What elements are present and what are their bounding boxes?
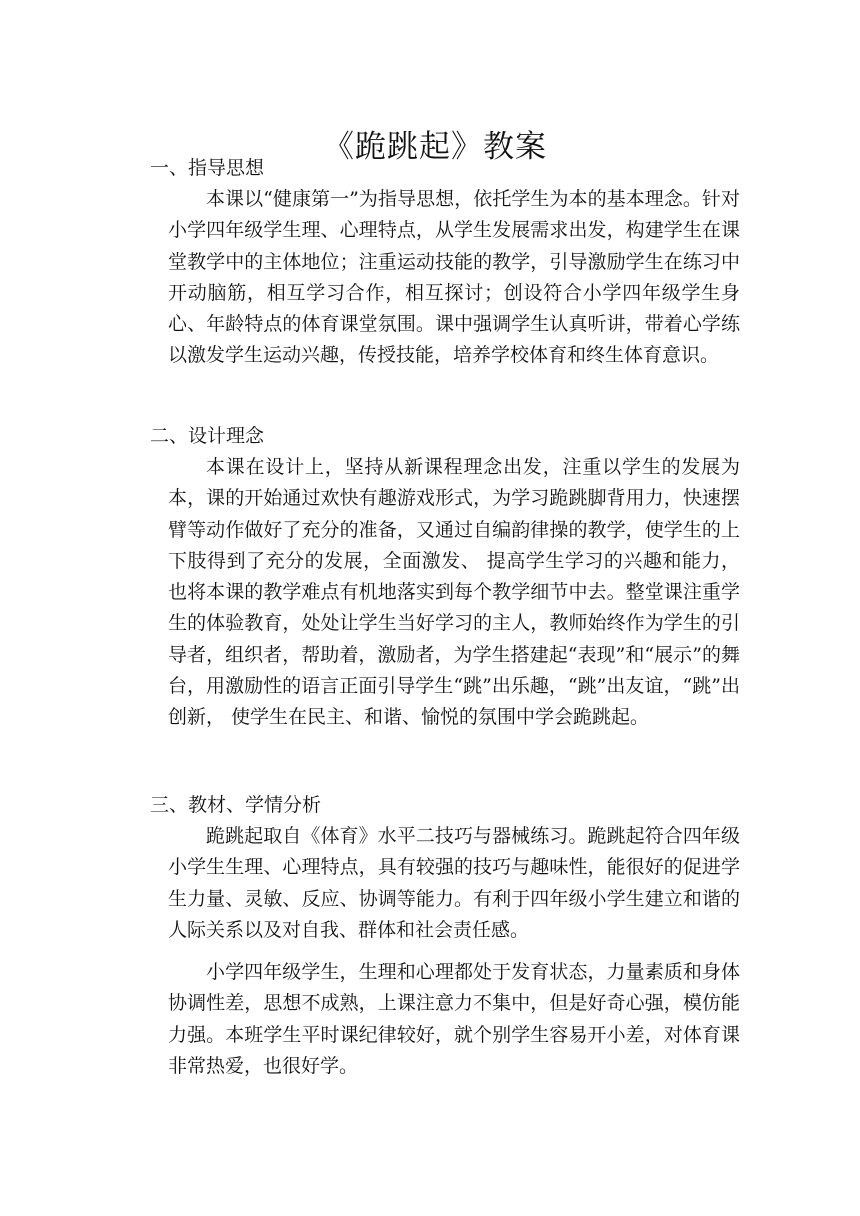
paragraph-guiding-ideology: 本课以“健康第一”为指导思想，依托学生为本的基本理念。针对小学四年级学生理、心理特点，从学生发展需求出发，构建学生在课堂教学中的主体地位；注重运动技能的教学，引导激励学生在练习中开动脑筋，相互学习合作，相互探讨；创设符合小学四年级学生身心、年龄特点的体育课堂氛围。课中强调学生认真听讲，带着心学练以激发学生运动兴趣，传授技能，培养学校体育和终生体育意识。: [168, 188, 740, 367]
document-title: 《跪跳起》教案: [323, 128, 547, 165]
paragraph-student-analysis: 小学四年级学生，生理和心理都处于发育状态，力量素质和身体协调性差，思想不成熟，上课注意力不集中，但是好奇心强，模仿能力强。本班学生平时课纪律较好，就个别学生容易开小差，对体育课非常热爱，也很好学。: [168, 961, 740, 1077]
paragraph-material-analysis: 跪跳起取自《体育》水平二技巧与器械练习。跪跳起符合四年级小学生生理、心理特点，具有较强的技巧与趣味性，能很好的促进学生力量、灵敏、反应、协调等能力。有利于四年级小学生建立和谐的人际关系以及对自我、群体和社会责任感。: [168, 825, 740, 941]
section-heading-material-analysis: 三、教材、学情分析: [150, 794, 322, 816]
section-heading-design-concept: 二、设计理念: [150, 425, 265, 447]
paragraph-design-concept: 本课在设计上，坚持从新课程理念出发，注重以学生的发展为本，课的开始通过欢快有趣游戏形式，为学习跪跳脚背用力，快速摆臂等动作做好了充分的准备，又通过自编韵律操的教学，使学生的上下肢得到了充分的发展，全面激发、 提高学生学习的兴趣和能力，也将本课的教学难点有机地落实到每个教学细节中去。整堂课注重学生的体验教育，处处让学生当好学习的主人，教师始终作为学生的引导者，组织者，帮助着，激励者，为学生搭建起“表现”和“展示”的舞台，用激励性的语言正面引导学生“跳”出乐趣，“跳”出友谊，“跳”出创新， 使学生在民主、和谐、愉悦的氛围中学会跪跳起。: [168, 456, 740, 729]
section-heading-guiding-ideology: 一、指导思想: [150, 157, 265, 179]
